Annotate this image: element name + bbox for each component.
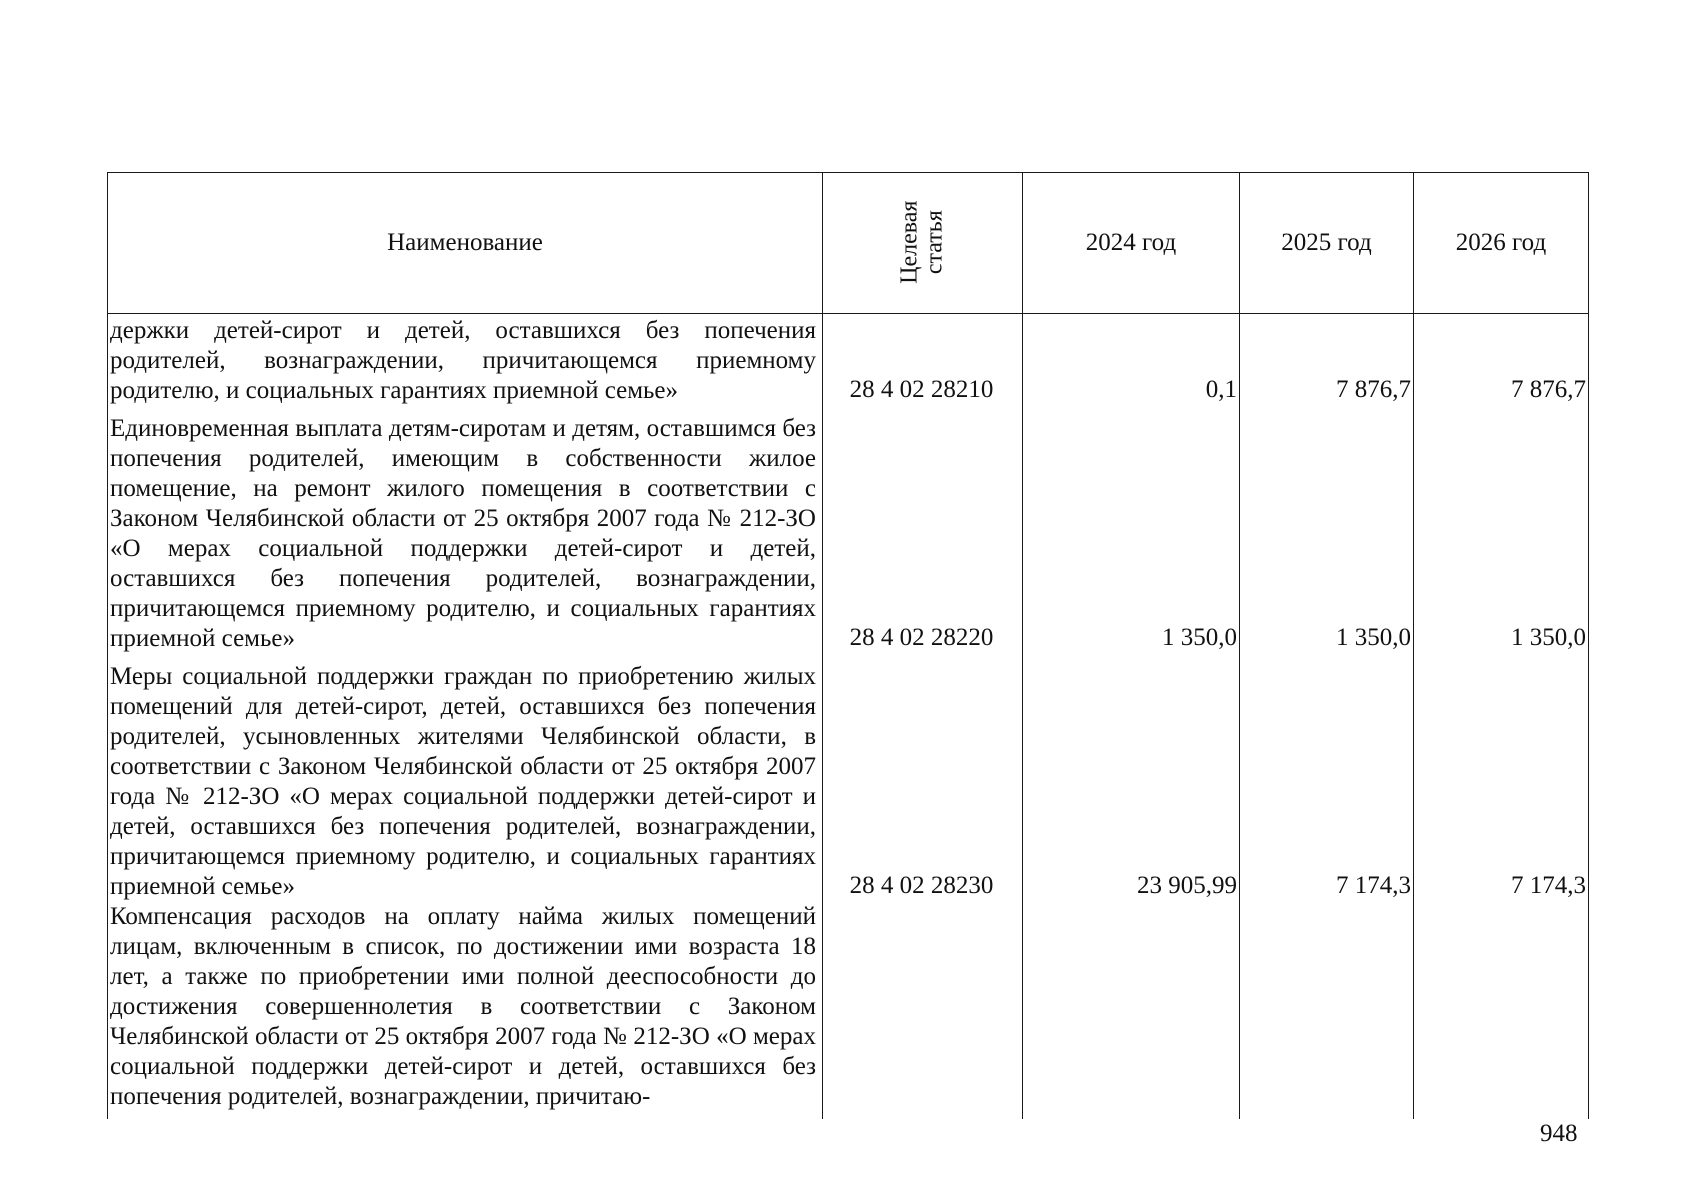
header-2024: 2024 год (1023, 173, 1240, 314)
row-2025: 7 876,7 (1240, 314, 1414, 407)
header-2026: 2026 год (1414, 173, 1589, 314)
row-2026: 7 876,7 (1414, 314, 1589, 407)
header-name: Наименование (108, 173, 823, 314)
table-row (108, 654, 1589, 902)
budget-table (107, 172, 1589, 1119)
header-code-line2: статья (921, 210, 948, 275)
table-header-row (108, 173, 1589, 314)
header-target-article-rotated (897, 201, 947, 284)
header-target-article (823, 173, 1023, 314)
row-2025: 1 350,0 (1240, 406, 1414, 654)
row-code: 28 4 02 28220 (823, 406, 1023, 654)
row-2024: 23 905,99 (1023, 654, 1240, 902)
table-row (108, 406, 1589, 654)
page-number: 948 (1540, 1120, 1578, 1147)
table-row (108, 902, 1589, 1119)
row-code: 28 4 02 28230 (823, 654, 1023, 902)
row-name: держки детей-сирот и детей, оставшихся без попечения родителей, вознаграждении, причитающемся приемному родителю, и социальных гарантиях приемной семье» (108, 314, 823, 407)
row-2024 (1023, 902, 1240, 1119)
row-name: Компенсация расходов на оплату найма жилых помещений лицам, включенным в список, по достижении ими возраста 18 лет, а также по приобретении ими полной дееспособности до достижения совершеннолетия в соответствии с Законом Челябинской области от 25 октября 2007 года № 212-ЗО «О мерах социальной поддержки детей-сирот и детей, оставшихся без попечения родителей, вознаграждении, причитаю- (108, 902, 823, 1119)
row-2024: 0,1 (1023, 314, 1240, 407)
row-2026: 7 174,3 (1414, 654, 1589, 902)
row-code (823, 902, 1023, 1119)
row-name: Единовременная выплата детям-сиротам и детям, оставшимся без попечения родителей, имеющим в собственности жилое помещение, на ремонт жилого помещения в соответствии с Законом Челябинской области от 25 октября 2007 года № 212-ЗО «О мерах социальной поддержки детей-сирот и детей, оставшихся без попечения родителей, вознаграждении, причитающемся приемному родителю, и социальных гарантиях приемной семье» (108, 406, 823, 654)
row-code: 28 4 02 28210 (823, 314, 1023, 407)
row-2025: 7 174,3 (1240, 654, 1414, 902)
header-2025: 2025 год (1240, 173, 1414, 314)
header-code-line1: Целевая (896, 200, 923, 285)
row-name: Меры социальной поддержки граждан по приобретению жилых помещений для детей-сирот, детей, оставшихся без попечения родителей, усыновленных жителями Челябинской области, в соответствии с Законом Челябинской области от 25 октября 2007 года № 212-ЗО «О мерах социальной поддержки детей-сирот и детей, оставшихся без попечения родителей, вознаграждении, причитающемся приемному родителю, и социальных гарантиях приемной семье» (108, 654, 823, 902)
row-2026 (1414, 902, 1589, 1119)
row-2024: 1 350,0 (1023, 406, 1240, 654)
table-row (108, 314, 1589, 407)
row-2026: 1 350,0 (1414, 406, 1589, 654)
row-2025 (1240, 902, 1414, 1119)
